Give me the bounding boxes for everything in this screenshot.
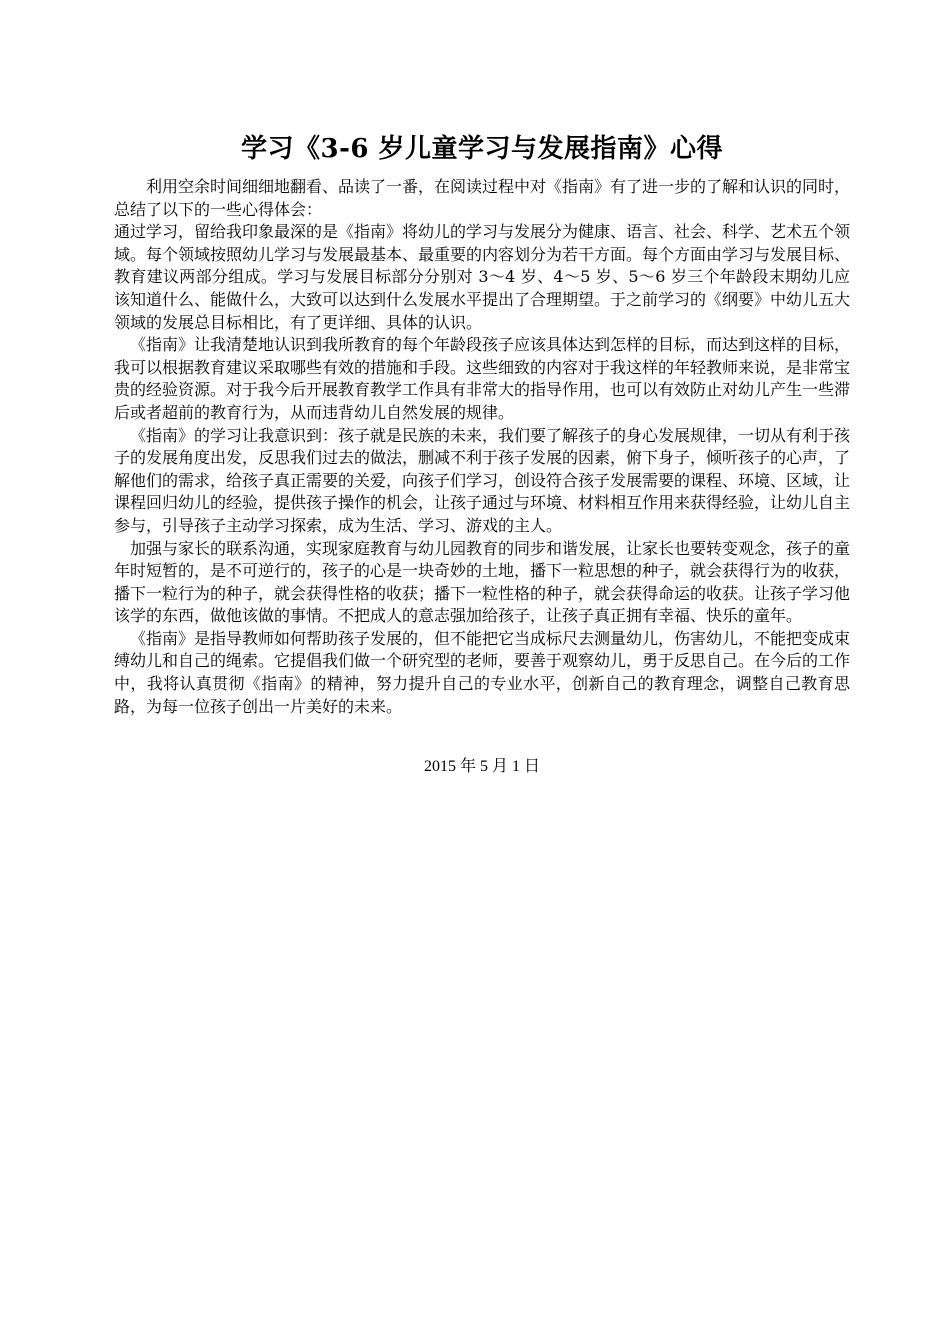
paragraph-parents: 加强与家长的联系沟通，实现家庭教育与幼儿园教育的同步和谐发展，让家长也要转变观念，孩子的童年时短暂的，是不可逆行的，孩子的心是一块奇妙的土地，播下一粒思想的种子，就会获得行为的收获，播下一粒行为的种子，就会获得性格的收获；播下一粒性格的种子，就会获得命运的收获。让孩子学习他该学的东西，做他该做的事情。不把成人的意志强加给孩子，让孩子真正拥有幸福、快乐的童年。	[114, 538, 851, 626]
document-date: 2015 年 5 月 1 日	[423, 758, 540, 776]
document-title: 学习《3-6 岁儿童学习与发展指南》心得	[240, 134, 724, 164]
paragraph-reflection: 《指南》的学习让我意识到：孩子就是民族的未来，我们要了解孩子的身心发展规律，一切从有利于孩子的发展角度出发，反思我们过去的做法，删减不利于孩子发展的因素，俯下身子，倾听孩子的心声，了解他们的需求，给孩子真正需要的关爱，向孩子们学习，创设符合孩子发展需要的课程、环境、区域，让课程回归幼儿的经验，提供孩子操作的机会，让孩子通过与环境、材料相互作用来获得经验，让幼儿自主参与，引导孩子主动学习探索，成为生活、学习、游戏的主人。	[114, 425, 851, 535]
paragraph-conclusion: 《指南》是指导教师如何帮助孩子发展的，但不能把它当成标尺去测量幼儿，伤害幼儿，不能把变成束缚幼儿和自己的绳索。它提倡我们做一个研究型的老师，要善于观察幼儿，勇于反思自己。在今后的工作中，我将认真贯彻《指南》的精神，努力提升自己的专业水平，创新自己的教育理念，调整自己教育思路，为每一位孩子创出一片美好的未来。	[114, 628, 851, 716]
paragraph-domains: 通过学习，留给我印象最深的是《指南》将幼儿的学习与发展分为健康、语言、社会、科学、艺术五个领域。每个领域按照幼儿学习与发展最基本、最重要的内容划分为若干方面。每个方面由学习与发展目标、教育建议两部分组成。学习与发展目标部分分别对 3～4 岁、4～5 岁、5～6 岁三个年龄段末期幼儿应该知道什么、能做什么，大致可以达到什么发展水平提出了合理期望。于之前学习的《纲要》中幼儿五大领域的发展总目标相比，有了更详细、具体的认识。	[114, 222, 851, 332]
paragraph-intro: 利用空余时间细细地翻看、品读了一番，在阅读过程中对《指南》有了进一步的了解和认识的同时，总结了以下的一些心得体会：	[114, 177, 851, 219]
document-body	[114, 128, 850, 778]
paragraph-goals: 《指南》让我清楚地认识到我所教育的每个年龄段孩子应该具体达到怎样的目标，而达到这样的目标，我可以根据教育建议采取哪些有效的措施和手段。这些细致的内容对于我这样的年轻教师来说，是非常宝贵的经验资源。对于我今后开展教育教学工作具有非常大的指导作用，也可以有效防止对幼儿产生一些滞后或者超前的教育行为，从而违背幼儿自然发展的规律。	[114, 335, 851, 422]
